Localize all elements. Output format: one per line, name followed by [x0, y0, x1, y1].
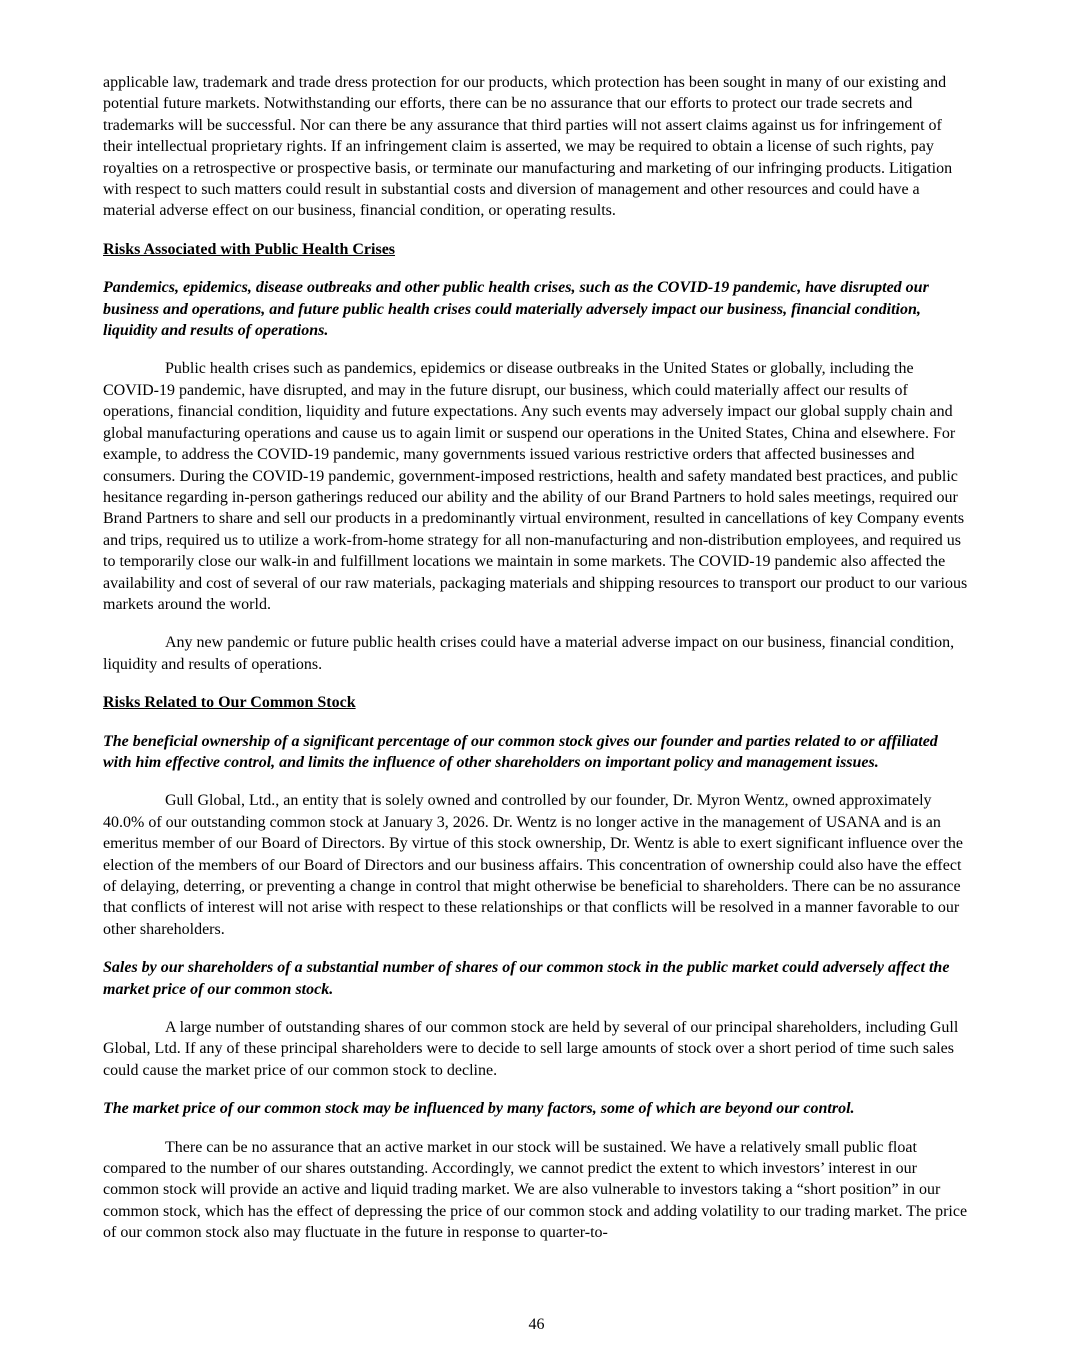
section-heading-common-stock: Risks Related to Our Common Stock	[103, 694, 356, 712]
page-number: 46	[528, 1315, 545, 1333]
paragraph-active-market-assurance: There can be no assurance that an active market in our stock will be sustained. We have a relatively small public float compared to the number of our shares outstanding. Accordingly, we cannot predict the extent to which investors’ interest in our common stock will provide an active and liquid trading market. We are also vulnerable to investors taking a “short position” in our common stock, which has the effect of depressing the price of our common stock and adding volatility to our trading market. The price of our common stock also may fluctuate in the future in response to quarter-to-	[103, 1138, 968, 1242]
paragraph-public-health-crises-impact: Public health crises such as pandemics, epidemics or disease outbreaks in the United States or globally, including the COVID-19 pandemic, have disrupted, and may in the future disrupt, our business, which could materially affect our results of operations, financial condition, liquidity and future expectations. Any such events may adversely impact our global supply chain and global manufacturing operations and cause us to again limit or suspend our operations in the United States, China and elsewhere. For example, to address the COVID-19 pandemic, many governments issued various restrictive orders that affected businesses and consumers. During the COVID-19 pandemic, government-imposed restrictions, health and safety mandated best practices, and public hesitance regarding in-person gatherings reduced our ability and the ability of our Brand Partners to hold sales meetings, required our Brand Partners to share and sell our products in a predominantly virtual environment, resulted in cancellations of key Company events and trips, required us to utilize a work-from-home strategy for all non-manufacturing and non-distribution employees, and required us to temporarily close our walk-in and fulfillment locations we maintain in some markets. The COVID-19 pandemic also affected the availability and cost of several of our raw materials, packaging materials and shipping resources to transport our product to our various markets around the world.	[103, 360, 968, 613]
risk-heading-sales-by-shareholders: Sales by our shareholders of a substantial number of shares of our common stock in the public market could adversely affect the market price of our common stock.	[103, 959, 950, 998]
risk-heading-pandemics-epidemics: Pandemics, epidemics, disease outbreaks and other public health crises, such as the COVID-19 pandemic, have disrupted our business and operations, and future public health crises could materially adversely impact our business, financial condition, liquidity and results of operations.	[103, 279, 929, 340]
section-heading-public-health-crises: Risks Associated with Public Health Crises	[103, 240, 396, 258]
continuation-paragraph-ip-protection: applicable law, trademark and trade dress protection for our products, which protection has been sought in many of our existing and potential future markets. Notwithstanding our efforts, there can be no assurance that our efforts to protect our trade secrets and trademarks will be successful. Nor can there be any assurance that third parties will not assert claims against us for infringement of their intellectual proprietary rights. If an infringement claim is asserted, we may be required to obtain a license of such rights, pay royalties on a retrospective or prospective basis, or terminate our manufacturing and marketing of our infringing products. Litigation with respect to such matters could result in substantial costs and diversion of management and other resources and could have a material adverse effect on our business, financial condition, or operating results.	[103, 74, 953, 220]
paragraph-principal-shareholders: A large number of outstanding shares of our common stock are held by several of our principal shareholders, including Gull Global, Ltd. If any of these principal shareholders were to decide to sell large amounts of stock over a short period of time such sales could cause the market price of our common stock to decline.	[103, 1019, 959, 1079]
paragraph-gull-global-ownership: Gull Global, Ltd., an entity that is solely owned and controlled by our founder, Dr. Myron Wentz, owned approximately 40.0% of our outstanding common stock at January 3, 2026. Dr. Wentz is no longer active in the management of USANA and is an emeritus member of our Board of Directors. By virtue of this stock ownership, Dr. Wentz is able to exert significant influence over the election of the members of our Board of Directors and our business affairs. This concentration of ownership could also have the effect of delaying, deterring, or preventing a change in control that might otherwise be beneficial to shareholders. There can be no assurance that conflicts of interest will not arise with respect to these relationships or that conflicts will be resolved in a manner favorable to our other shareholders.	[103, 792, 963, 938]
risk-heading-market-price-factors: The market price of our common stock may be influenced by many factors, some of which are beyond our control.	[103, 1100, 855, 1118]
paragraph-new-pandemic-impact: Any new pandemic or future public health crises could have a material adverse impact on our business, financial condition, liquidity and results of operations.	[103, 634, 955, 673]
risk-heading-beneficial-ownership: The beneficial ownership of a significant percentage of our common stock gives our founder and parties related to or affiliated with him effective control, and limits the influence of other shareholders on important policy and management issues.	[103, 732, 938, 771]
